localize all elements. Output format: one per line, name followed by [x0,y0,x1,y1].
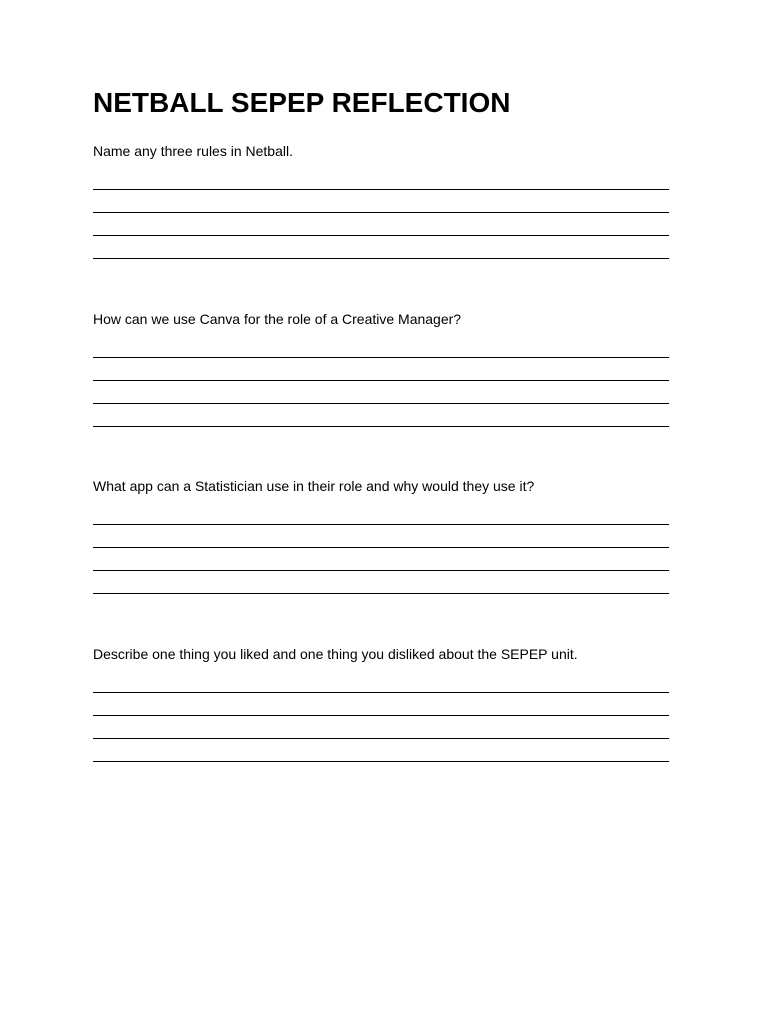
worksheet-page [93,86,671,662]
answer-line[interactable] [93,403,669,404]
answer-line[interactable] [93,761,669,762]
answer-line[interactable] [93,593,669,594]
answer-line[interactable] [93,547,669,548]
question-1-text: Name any three rules in Netball. [93,143,293,159]
answer-line[interactable] [93,426,669,427]
answer-line[interactable] [93,692,669,693]
question-4-text: Describe one thing you liked and one thing you disliked about the SEPEP unit. [93,646,578,662]
answer-line[interactable] [93,380,669,381]
answer-line[interactable] [93,738,669,739]
answer-line[interactable] [93,235,669,236]
answer-line[interactable] [93,189,669,190]
question-2-text: How can we use Canva for the role of a Creative Manager? [93,311,462,327]
answer-line[interactable] [93,212,669,213]
answer-line[interactable] [93,570,669,571]
page-title: NETBALL SEPEP REFLECTION [93,87,511,118]
answer-line[interactable] [93,357,669,358]
question-section-2 [93,310,671,328]
question-3-text: What app can a Statistician use in their role and why would they use it? [93,478,535,494]
question-section-4 [93,645,671,663]
question-section-3 [93,477,671,495]
answer-line[interactable] [93,524,669,525]
answer-line[interactable] [93,258,669,259]
question-section-1 [93,142,671,160]
answer-line[interactable] [93,715,669,716]
